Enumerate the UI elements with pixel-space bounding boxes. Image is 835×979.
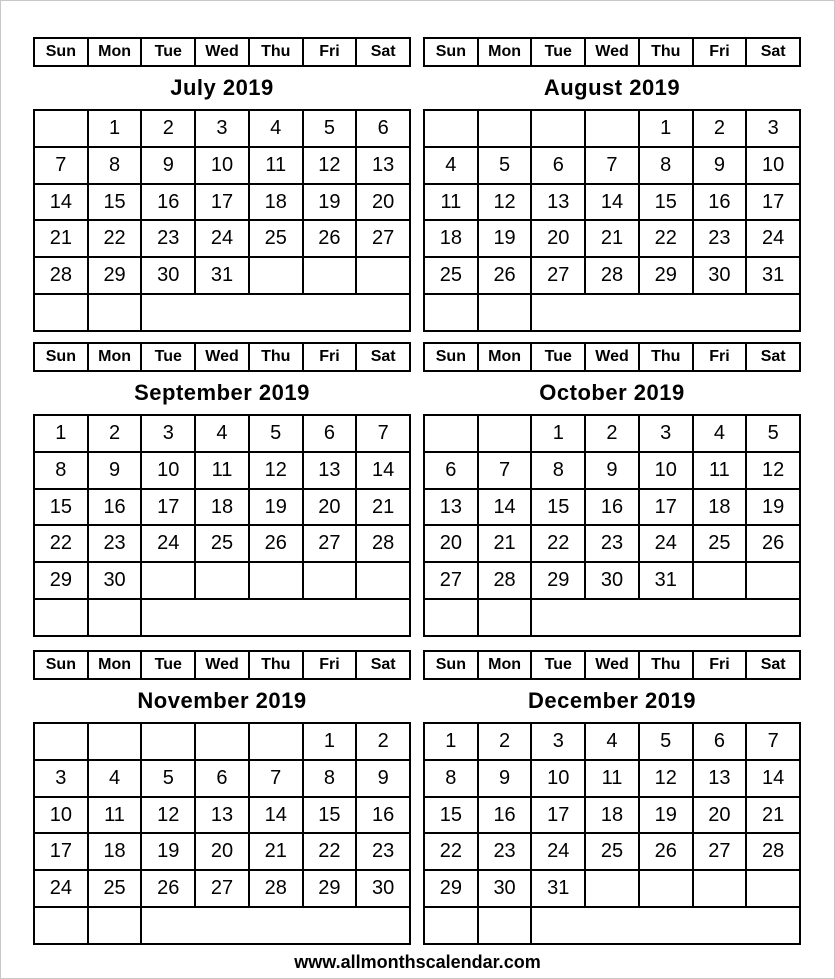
day-cell: 1 (425, 724, 479, 761)
day-cell: 3 (196, 111, 250, 148)
day-cell: 1 (304, 724, 358, 761)
day-cell: 24 (640, 526, 694, 563)
weekday-header-row (33, 342, 411, 372)
month-title: August 2019 (543, 75, 681, 100)
day-cell: 3 (532, 724, 586, 761)
weekday-label: Fri (694, 39, 748, 67)
day-cell: 19 (479, 221, 533, 258)
day-cell: 9 (357, 761, 411, 798)
day-cell: 25 (250, 221, 304, 258)
day-cell: 17 (142, 490, 196, 527)
weekday-label: Tue (532, 344, 586, 372)
empty-cell (250, 563, 304, 600)
day-cell: 11 (586, 761, 640, 798)
month-block (33, 37, 411, 332)
day-cell: 6 (694, 724, 748, 761)
empty-cell (425, 295, 479, 332)
weekday-label: Sun (35, 652, 89, 680)
day-cell: 4 (250, 111, 304, 148)
day-cell: 31 (747, 258, 801, 295)
day-cell: 1 (640, 111, 694, 148)
day-cell: 21 (747, 798, 801, 835)
day-cell: 18 (250, 185, 304, 222)
day-cell: 25 (425, 258, 479, 295)
day-cell: 16 (357, 798, 411, 835)
day-cell: 28 (586, 258, 640, 295)
weekday-label: Sun (425, 344, 479, 372)
day-cell: 7 (35, 148, 89, 185)
day-cell: 19 (747, 490, 801, 527)
weekday-header-row (423, 342, 801, 372)
weekday-label: Mon (479, 344, 533, 372)
day-cell: 18 (89, 834, 143, 871)
empty-cell (640, 871, 694, 908)
weekday-label: Thu (250, 344, 304, 372)
day-cell: 23 (357, 834, 411, 871)
day-cell: 10 (196, 148, 250, 185)
day-cell: 12 (142, 798, 196, 835)
empty-cell (142, 724, 196, 761)
weekday-label: Fri (304, 39, 358, 67)
weekday-label: Fri (694, 344, 748, 372)
footer-url[interactable]: www.allmonthscalendar.com (294, 951, 541, 972)
day-cell: 20 (694, 798, 748, 835)
weekday-label: Tue (142, 652, 196, 680)
day-cell: 15 (425, 798, 479, 835)
empty-cell-merged (142, 600, 411, 637)
empty-cell (694, 871, 748, 908)
empty-cell (479, 416, 533, 453)
day-cell: 6 (196, 761, 250, 798)
empty-cell (747, 563, 801, 600)
day-cell: 27 (304, 526, 358, 563)
weekday-label: Wed (586, 652, 640, 680)
empty-cell (425, 416, 479, 453)
empty-cell (35, 111, 89, 148)
day-cell: 29 (304, 871, 358, 908)
day-cell: 20 (532, 221, 586, 258)
day-cell: 11 (196, 453, 250, 490)
day-cell: 11 (694, 453, 748, 490)
day-cell: 6 (357, 111, 411, 148)
day-cell: 2 (89, 416, 143, 453)
day-cell: 30 (89, 563, 143, 600)
day-cell: 19 (304, 185, 358, 222)
weekday-label: Sat (357, 39, 411, 67)
weekday-label: Tue (142, 39, 196, 67)
day-cell: 21 (357, 490, 411, 527)
day-cell: 7 (479, 453, 533, 490)
day-cell: 18 (586, 798, 640, 835)
weekday-label: Thu (640, 652, 694, 680)
day-cell: 10 (747, 148, 801, 185)
day-cell: 30 (586, 563, 640, 600)
day-cell: 31 (532, 871, 586, 908)
day-cell: 30 (479, 871, 533, 908)
month-block (423, 342, 801, 637)
empty-cell (35, 724, 89, 761)
day-cell: 9 (694, 148, 748, 185)
day-cell: 10 (142, 453, 196, 490)
day-cell: 26 (304, 221, 358, 258)
weekday-label: Mon (479, 652, 533, 680)
day-cell: 18 (694, 490, 748, 527)
empty-cell (196, 724, 250, 761)
month-title: September 2019 (134, 380, 310, 405)
day-cell: 13 (532, 185, 586, 222)
day-cell: 26 (747, 526, 801, 563)
day-cell: 20 (357, 185, 411, 222)
day-cell: 6 (304, 416, 358, 453)
day-cell: 9 (479, 761, 533, 798)
day-cell: 17 (640, 490, 694, 527)
day-cell: 10 (35, 798, 89, 835)
weekday-label: Sat (747, 652, 801, 680)
day-cell: 13 (694, 761, 748, 798)
day-cell: 5 (304, 111, 358, 148)
empty-cell (479, 111, 533, 148)
day-cell: 1 (35, 416, 89, 453)
weekday-label: Sat (747, 344, 801, 372)
weekday-label: Thu (250, 652, 304, 680)
weekday-label: Sun (425, 39, 479, 67)
weekday-label: Thu (250, 39, 304, 67)
day-cell: 28 (250, 871, 304, 908)
empty-cell-merged (142, 295, 411, 332)
day-cell: 24 (35, 871, 89, 908)
day-cell: 23 (142, 221, 196, 258)
month-title: October 2019 (539, 380, 685, 405)
day-cell: 14 (586, 185, 640, 222)
day-cell: 16 (142, 185, 196, 222)
day-cell: 6 (425, 453, 479, 490)
day-cell: 23 (586, 526, 640, 563)
empty-cell (425, 111, 479, 148)
day-cell: 7 (357, 416, 411, 453)
empty-cell (586, 871, 640, 908)
day-cell: 20 (304, 490, 358, 527)
day-cell: 22 (425, 834, 479, 871)
empty-cell (35, 295, 89, 332)
day-cell: 21 (35, 221, 89, 258)
month-grid (423, 414, 801, 637)
weekday-label: Wed (196, 344, 250, 372)
day-cell: 19 (142, 834, 196, 871)
day-cell: 5 (142, 761, 196, 798)
day-cell: 19 (640, 798, 694, 835)
day-cell: 12 (250, 453, 304, 490)
day-cell: 14 (747, 761, 801, 798)
day-cell: 12 (640, 761, 694, 798)
empty-cell (304, 258, 358, 295)
day-cell: 4 (586, 724, 640, 761)
day-cell: 3 (640, 416, 694, 453)
day-cell: 14 (479, 490, 533, 527)
weekday-header-row (33, 37, 411, 67)
day-cell: 26 (142, 871, 196, 908)
day-cell: 27 (357, 221, 411, 258)
day-cell: 24 (142, 526, 196, 563)
day-cell: 8 (89, 148, 143, 185)
day-cell: 25 (586, 834, 640, 871)
day-cell: 8 (425, 761, 479, 798)
month-grid (423, 109, 801, 332)
empty-cell (89, 908, 143, 945)
weekday-label: Sat (357, 344, 411, 372)
day-cell: 8 (640, 148, 694, 185)
month-block (423, 650, 801, 945)
day-cell: 2 (357, 724, 411, 761)
day-cell: 26 (250, 526, 304, 563)
day-cell: 21 (250, 834, 304, 871)
day-cell: 3 (142, 416, 196, 453)
weekday-label: Mon (89, 39, 143, 67)
empty-cell (425, 908, 479, 945)
day-cell: 23 (479, 834, 533, 871)
day-cell: 4 (196, 416, 250, 453)
day-cell: 4 (425, 148, 479, 185)
day-cell: 4 (89, 761, 143, 798)
weekday-label: Sat (747, 39, 801, 67)
day-cell: 31 (196, 258, 250, 295)
empty-cell (196, 563, 250, 600)
day-cell: 10 (640, 453, 694, 490)
month-grid (33, 109, 411, 332)
day-cell: 26 (479, 258, 533, 295)
day-cell: 21 (586, 221, 640, 258)
day-cell: 28 (747, 834, 801, 871)
day-cell: 7 (747, 724, 801, 761)
weekday-label: Thu (640, 344, 694, 372)
empty-cell (35, 908, 89, 945)
weekday-label: Mon (479, 39, 533, 67)
empty-cell (304, 563, 358, 600)
day-cell: 28 (479, 563, 533, 600)
day-cell: 31 (640, 563, 694, 600)
day-cell: 17 (35, 834, 89, 871)
day-cell: 25 (694, 526, 748, 563)
day-cell: 7 (250, 761, 304, 798)
weekday-label: Fri (694, 652, 748, 680)
day-cell: 2 (694, 111, 748, 148)
day-cell: 5 (747, 416, 801, 453)
day-cell: 5 (640, 724, 694, 761)
day-cell: 29 (35, 563, 89, 600)
day-cell: 27 (425, 563, 479, 600)
day-cell: 27 (196, 871, 250, 908)
day-cell: 12 (479, 185, 533, 222)
day-cell: 17 (532, 798, 586, 835)
month-title: November 2019 (137, 688, 307, 713)
day-cell: 22 (35, 526, 89, 563)
weekday-label: Sun (35, 39, 89, 67)
empty-cell (357, 258, 411, 295)
day-cell: 2 (586, 416, 640, 453)
day-cell: 15 (532, 490, 586, 527)
day-cell: 30 (357, 871, 411, 908)
day-cell: 8 (35, 453, 89, 490)
day-cell: 3 (747, 111, 801, 148)
day-cell: 29 (640, 258, 694, 295)
day-cell: 14 (357, 453, 411, 490)
day-cell: 15 (640, 185, 694, 222)
day-cell: 1 (532, 416, 586, 453)
day-cell: 27 (532, 258, 586, 295)
day-cell: 29 (532, 563, 586, 600)
weekday-label: Wed (586, 344, 640, 372)
empty-cell (694, 563, 748, 600)
day-cell: 2 (479, 724, 533, 761)
empty-cell (425, 600, 479, 637)
day-cell: 25 (89, 871, 143, 908)
empty-cell-merged (532, 600, 801, 637)
day-cell: 8 (304, 761, 358, 798)
weekday-header-row (33, 650, 411, 680)
day-cell: 14 (35, 185, 89, 222)
month-grid (33, 414, 411, 637)
day-cell: 26 (640, 834, 694, 871)
day-cell: 11 (250, 148, 304, 185)
empty-cell (586, 111, 640, 148)
day-cell: 7 (586, 148, 640, 185)
weekday-label: Tue (532, 39, 586, 67)
day-cell: 17 (747, 185, 801, 222)
empty-cell-merged (532, 908, 801, 945)
empty-cell (35, 600, 89, 637)
weekday-label: Mon (89, 344, 143, 372)
month-block (423, 37, 801, 332)
month-block (33, 342, 411, 637)
empty-cell (479, 600, 533, 637)
weekday-header-row (423, 650, 801, 680)
day-cell: 22 (304, 834, 358, 871)
day-cell: 30 (694, 258, 748, 295)
day-cell: 19 (250, 490, 304, 527)
day-cell: 9 (89, 453, 143, 490)
day-cell: 23 (694, 221, 748, 258)
empty-cell (747, 871, 801, 908)
empty-cell-merged (532, 295, 801, 332)
month-title: July 2019 (170, 75, 274, 100)
empty-cell (357, 563, 411, 600)
day-cell: 30 (142, 258, 196, 295)
month-title: December 2019 (528, 688, 696, 713)
day-cell: 29 (89, 258, 143, 295)
day-cell: 20 (196, 834, 250, 871)
day-cell: 5 (479, 148, 533, 185)
weekday-label: Thu (640, 39, 694, 67)
weekday-label: Wed (586, 39, 640, 67)
day-cell: 13 (357, 148, 411, 185)
weekday-label: Sun (425, 652, 479, 680)
day-cell: 22 (532, 526, 586, 563)
day-cell: 12 (304, 148, 358, 185)
day-cell: 9 (142, 148, 196, 185)
weekday-label: Tue (532, 652, 586, 680)
month-grid (33, 722, 411, 945)
day-cell: 13 (425, 490, 479, 527)
day-cell: 17 (196, 185, 250, 222)
weekday-label: Fri (304, 344, 358, 372)
day-cell: 15 (304, 798, 358, 835)
day-cell: 8 (532, 453, 586, 490)
empty-cell (250, 258, 304, 295)
day-cell: 24 (747, 221, 801, 258)
day-cell: 23 (89, 526, 143, 563)
day-cell: 5 (250, 416, 304, 453)
day-cell: 13 (304, 453, 358, 490)
day-cell: 22 (640, 221, 694, 258)
day-cell: 6 (532, 148, 586, 185)
day-cell: 16 (694, 185, 748, 222)
day-cell: 14 (250, 798, 304, 835)
day-cell: 16 (586, 490, 640, 527)
day-cell: 27 (694, 834, 748, 871)
day-cell: 29 (425, 871, 479, 908)
weekday-label: Sun (35, 344, 89, 372)
day-cell: 11 (425, 185, 479, 222)
day-cell: 28 (35, 258, 89, 295)
day-cell: 15 (35, 490, 89, 527)
day-cell: 10 (532, 761, 586, 798)
weekday-label: Sat (357, 652, 411, 680)
empty-cell (479, 295, 533, 332)
day-cell: 18 (425, 221, 479, 258)
day-cell: 13 (196, 798, 250, 835)
month-block (33, 650, 411, 945)
day-cell: 16 (89, 490, 143, 527)
day-cell: 20 (425, 526, 479, 563)
empty-cell-merged (142, 908, 411, 945)
day-cell: 24 (532, 834, 586, 871)
day-cell: 9 (586, 453, 640, 490)
day-cell: 4 (694, 416, 748, 453)
empty-cell (532, 111, 586, 148)
weekday-label: Wed (196, 652, 250, 680)
day-cell: 3 (35, 761, 89, 798)
weekday-label: Mon (89, 652, 143, 680)
day-cell: 24 (196, 221, 250, 258)
weekday-label: Tue (142, 344, 196, 372)
day-cell: 18 (196, 490, 250, 527)
day-cell: 1 (89, 111, 143, 148)
empty-cell (89, 724, 143, 761)
day-cell: 16 (479, 798, 533, 835)
empty-cell (89, 600, 143, 637)
day-cell: 28 (357, 526, 411, 563)
day-cell: 2 (142, 111, 196, 148)
day-cell: 21 (479, 526, 533, 563)
day-cell: 15 (89, 185, 143, 222)
weekday-header-row (423, 37, 801, 67)
empty-cell (89, 295, 143, 332)
weekday-label: Fri (304, 652, 358, 680)
empty-cell (142, 563, 196, 600)
month-grid (423, 722, 801, 945)
day-cell: 11 (89, 798, 143, 835)
day-cell: 25 (196, 526, 250, 563)
day-cell: 22 (89, 221, 143, 258)
empty-cell (479, 908, 533, 945)
day-cell: 12 (747, 453, 801, 490)
empty-cell (250, 724, 304, 761)
weekday-label: Wed (196, 39, 250, 67)
